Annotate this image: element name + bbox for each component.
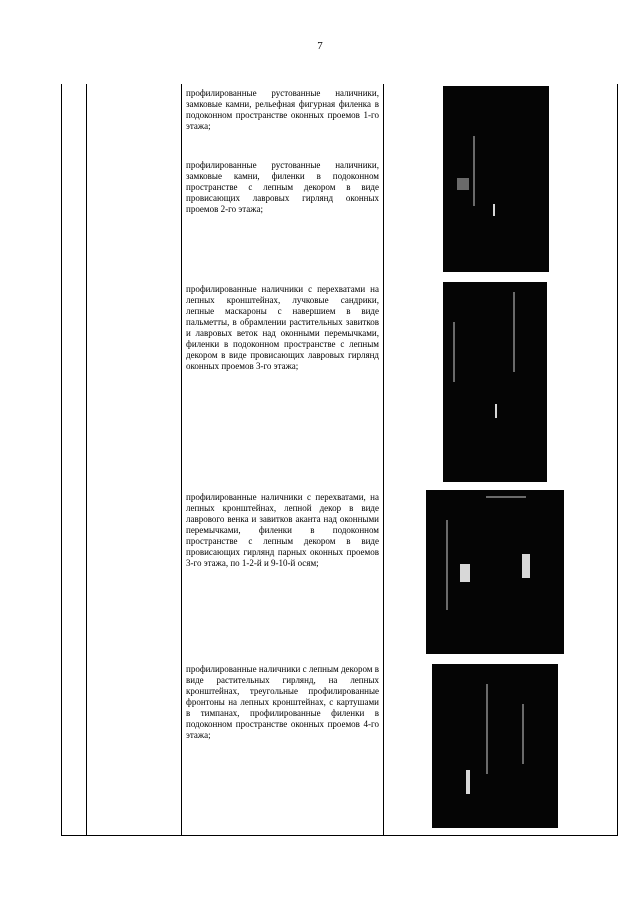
description-floor-3-paired: профилированные наличники с перехватами, на лепных кронштейнах, лепной декор в виде лаврового венка и завитков аканта над оконными перемычками, филенки в подоконном пространстве с лепным декором в виде провисающих гирлянд парных оконных проемов 3-го этажа, по 1-2-й и 9-10-й осям; (186, 492, 379, 568)
table-border-right (617, 84, 618, 836)
table-border-left (61, 84, 62, 836)
facade-photo-4 (432, 664, 558, 828)
table-border-bottom (61, 835, 618, 836)
descriptions-table (61, 84, 618, 836)
description-floor-1: профилированные рустованные наличники, замковые камни, рельефная фигурная филенка в подоконном пространстве оконных проемов 1-го этажа; (186, 88, 379, 131)
description-floor-3: профилированные наличники с перехватами на лепных кронштейнах, лучковые сандрики, лепные маскароны с навершием в виде пальметты, в обрамлении растительных завитков и лавровых веток над оконными перемычками, филенки в подоконном пространстве с лепным декором в виде провисающих лавровых гирлянд оконных проемов 3-го этажа; (186, 284, 379, 371)
column-divider-1 (86, 84, 87, 836)
description-floor-4: профилированные наличники с лепным декором в виде растительных гирлянд, на лепных кронштейнах, треугольные профилированные фронтоны на лепных кронштейнах, с картушами в тимпанах, профилированные филенки в подоконном пространстве оконных проемов 4-го этажа; (186, 664, 379, 740)
page-number: 7 (317, 40, 323, 52)
column-divider-2 (181, 84, 182, 836)
description-floor-2: профилированные рустованные наличники, замковые камни, филенки в подоконном пространстве с лепным декором в виде провисающих лавровых гирлянд оконных проемов 2-го этажа; (186, 160, 379, 214)
column-divider-3 (383, 84, 384, 836)
facade-photo-1 (443, 86, 549, 272)
facade-photo-2 (443, 282, 547, 482)
facade-photo-3 (426, 490, 564, 654)
